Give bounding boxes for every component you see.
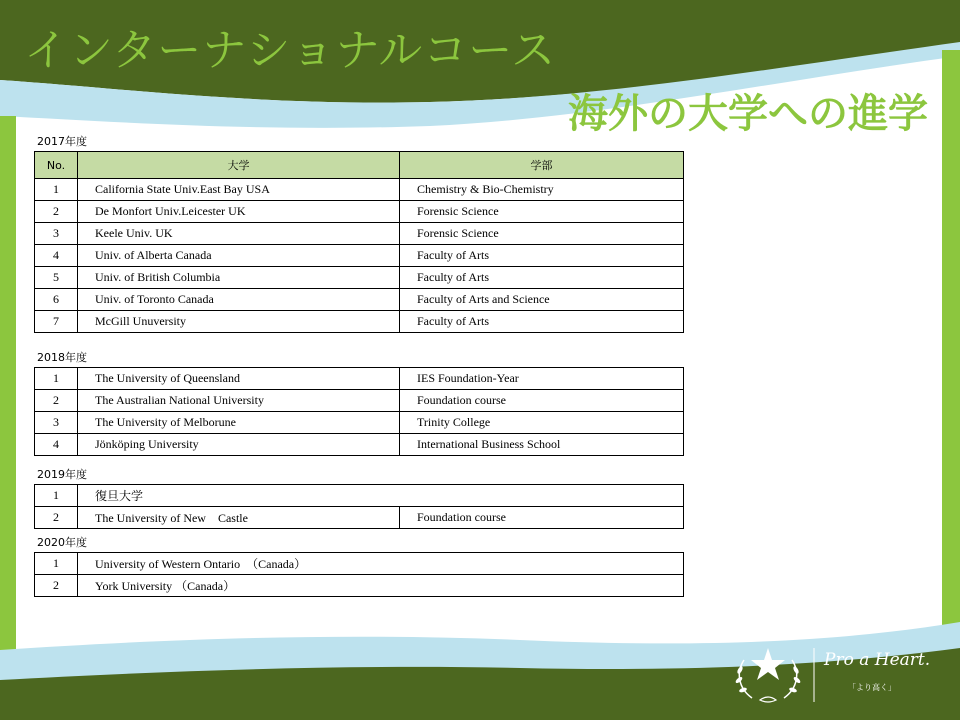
cell-no: 5	[35, 267, 78, 289]
table-header-row	[35, 152, 684, 179]
table-row	[35, 485, 684, 507]
cell-faculty: Foundation course	[400, 507, 684, 529]
left-green-bar	[0, 116, 16, 666]
logo-text: Pro a Heart.	[824, 650, 931, 670]
cell-university: The University of Melborune	[78, 412, 400, 434]
cell-no: 1	[35, 485, 78, 507]
cell-university: Univ. of Toronto Canada	[78, 289, 400, 311]
cell-faculty: Trinity College	[400, 412, 684, 434]
cell-university: Jönköping University	[78, 434, 400, 456]
table-row	[35, 223, 684, 245]
cell-no: 7	[35, 311, 78, 333]
table-2020	[34, 552, 684, 597]
table-2019	[34, 484, 684, 529]
cell-university: York University （Canada）	[78, 575, 684, 597]
cell-faculty: Chemistry & Bio-Chemistry	[400, 179, 684, 201]
cell-no: 6	[35, 289, 78, 311]
year-label-2020: 2020年度	[37, 536, 87, 549]
cell-faculty: International Business School	[400, 434, 684, 456]
cell-no: 2	[35, 575, 78, 597]
table-row	[35, 368, 684, 390]
cell-university: California State Univ.East Bay USA	[78, 179, 400, 201]
school-logo	[730, 642, 930, 708]
cell-faculty: Forensic Science	[400, 201, 684, 223]
page-subtitle: 海外の大学への進学	[568, 91, 928, 137]
table-row	[35, 575, 684, 597]
cell-university: The University of Queensland	[78, 368, 400, 390]
cell-no: 3	[35, 223, 78, 245]
year-label-2018: 2018年度	[37, 351, 87, 364]
cell-university: McGill Unuversity	[78, 311, 400, 333]
cell-university: The University of New Castle	[78, 507, 400, 529]
header-faculty: 学部	[400, 152, 684, 179]
cell-no: 4	[35, 245, 78, 267]
table-2017	[34, 151, 684, 333]
header-university: 大学	[78, 152, 400, 179]
cell-faculty: Faculty of Arts	[400, 311, 684, 333]
cell-university: Keele Univ. UK	[78, 223, 400, 245]
cell-faculty: Foundation course	[400, 390, 684, 412]
table-row	[35, 201, 684, 223]
table-row	[35, 390, 684, 412]
cell-no: 1	[35, 368, 78, 390]
table-row	[35, 245, 684, 267]
table-row	[35, 553, 684, 575]
laurel-star-icon	[730, 642, 820, 708]
cell-no: 2	[35, 390, 78, 412]
cell-university: University of Western Ontario （Canada）	[78, 553, 684, 575]
cell-university: 復旦大学	[78, 485, 684, 507]
table-row	[35, 267, 684, 289]
cell-no: 2	[35, 507, 78, 529]
table-row	[35, 311, 684, 333]
cell-university: The Australian National University	[78, 390, 400, 412]
cell-no: 2	[35, 201, 78, 223]
cell-no: 3	[35, 412, 78, 434]
cell-faculty: Faculty of Arts	[400, 245, 684, 267]
header-no: No.	[35, 152, 78, 179]
table-2018	[34, 367, 684, 456]
cell-no: 1	[35, 179, 78, 201]
table-row	[35, 179, 684, 201]
cell-university: De Monfort Univ.Leicester UK	[78, 201, 400, 223]
cell-faculty: Forensic Science	[400, 223, 684, 245]
year-label-2017: 2017年度	[37, 135, 87, 148]
table-row	[35, 289, 684, 311]
cell-no: 4	[35, 434, 78, 456]
cell-faculty: Faculty of Arts	[400, 267, 684, 289]
right-green-bar	[942, 50, 960, 660]
table-row	[35, 434, 684, 456]
year-label-2019: 2019年度	[37, 468, 87, 481]
table-row	[35, 412, 684, 434]
cell-no: 1	[35, 553, 78, 575]
cell-university: Univ. of Alberta Canada	[78, 245, 400, 267]
cell-faculty: IES Foundation-Year	[400, 368, 684, 390]
page-title: インターナショナルコース	[24, 25, 557, 76]
cell-university: Univ. of British Columbia	[78, 267, 400, 289]
cell-faculty: Faculty of Arts and Science	[400, 289, 684, 311]
logo-subtext: 「より高く」	[848, 683, 896, 692]
table-row	[35, 507, 684, 529]
